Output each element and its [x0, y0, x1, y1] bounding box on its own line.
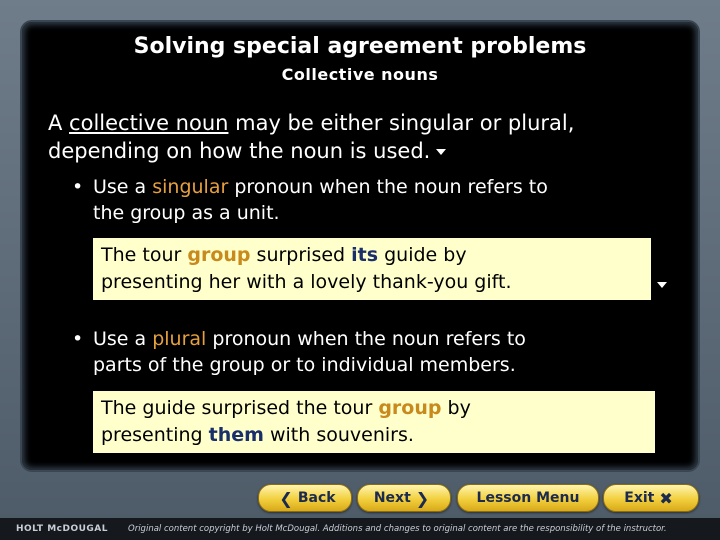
ex1-group: group — [187, 244, 251, 266]
bullet-plural-pre: Use a — [93, 328, 153, 350]
close-icon: ✖ — [659, 488, 673, 508]
ex1-p2: surprised — [250, 244, 352, 266]
ex2-line2a: presenting — [101, 424, 209, 446]
ex1-line2: presenting her with a lovely thank-you gift. — [101, 271, 512, 293]
back-label: Back — [297, 490, 336, 506]
slide-title: Solving special agreement problems — [133, 34, 587, 59]
bullet-singular-line2: the group as a unit. — [93, 202, 280, 224]
bullet-plural-line2: parts of the group or to individual members. — [93, 354, 516, 376]
intro-line2: depending on how the noun is used. — [48, 139, 431, 163]
example-box-plural — [93, 391, 655, 453]
intro-paragraph — [48, 109, 688, 165]
publisher-logo: HOLT McDOUGAL — [16, 524, 109, 534]
ex2-p1: The guide surprised the tour — [101, 397, 379, 419]
bullet-plural-post: pronoun when the noun refers to — [206, 328, 526, 350]
collective-noun-term: collective noun — [69, 111, 229, 135]
advance-arrow-icon[interactable] — [436, 149, 446, 155]
singular-keyword: singular — [152, 176, 229, 198]
lesson-menu-button[interactable] — [457, 484, 599, 512]
chevron-left-icon: ❮ — [279, 488, 293, 508]
bullet-singular-post: pronoun when the noun refers to — [228, 176, 548, 198]
footer-bar — [0, 518, 720, 540]
bullet-dot: • — [72, 328, 84, 350]
bullet-plural-text — [93, 326, 663, 378]
chevron-right-icon: ❯ — [415, 488, 430, 508]
slide-subtitle: Collective nouns — [281, 65, 439, 84]
bullet-singular-pre: Use a — [93, 176, 153, 198]
intro-pre: A — [48, 111, 70, 135]
ex1-its: its — [351, 244, 379, 266]
lesson-menu-label: Lesson Menu — [476, 490, 580, 506]
ex2-group: group — [378, 397, 442, 419]
ex1-p1: The tour — [101, 244, 188, 266]
next-label: Next — [373, 490, 411, 506]
bullet-dot: • — [72, 176, 84, 198]
back-button[interactable] — [258, 484, 352, 512]
ex2-p2: by — [441, 397, 471, 419]
bullet-singular-text — [93, 174, 663, 226]
advance-arrow-icon[interactable] — [657, 282, 667, 288]
ex1-p3: guide by — [378, 244, 467, 266]
next-button[interactable] — [357, 484, 451, 512]
copyright-text: Original content copyright by Holt McDougal. Additions and changes to original content are the responsibility of the instructor. — [128, 524, 667, 534]
ex2-line2b: with souvenirs. — [263, 424, 414, 446]
intro-post: may be either singular or plural, — [228, 111, 575, 135]
ex2-them: them — [208, 424, 264, 446]
plural-keyword: plural — [152, 328, 207, 350]
exit-button[interactable] — [603, 484, 699, 512]
exit-label: Exit — [624, 490, 655, 506]
example-box-singular — [93, 238, 651, 300]
